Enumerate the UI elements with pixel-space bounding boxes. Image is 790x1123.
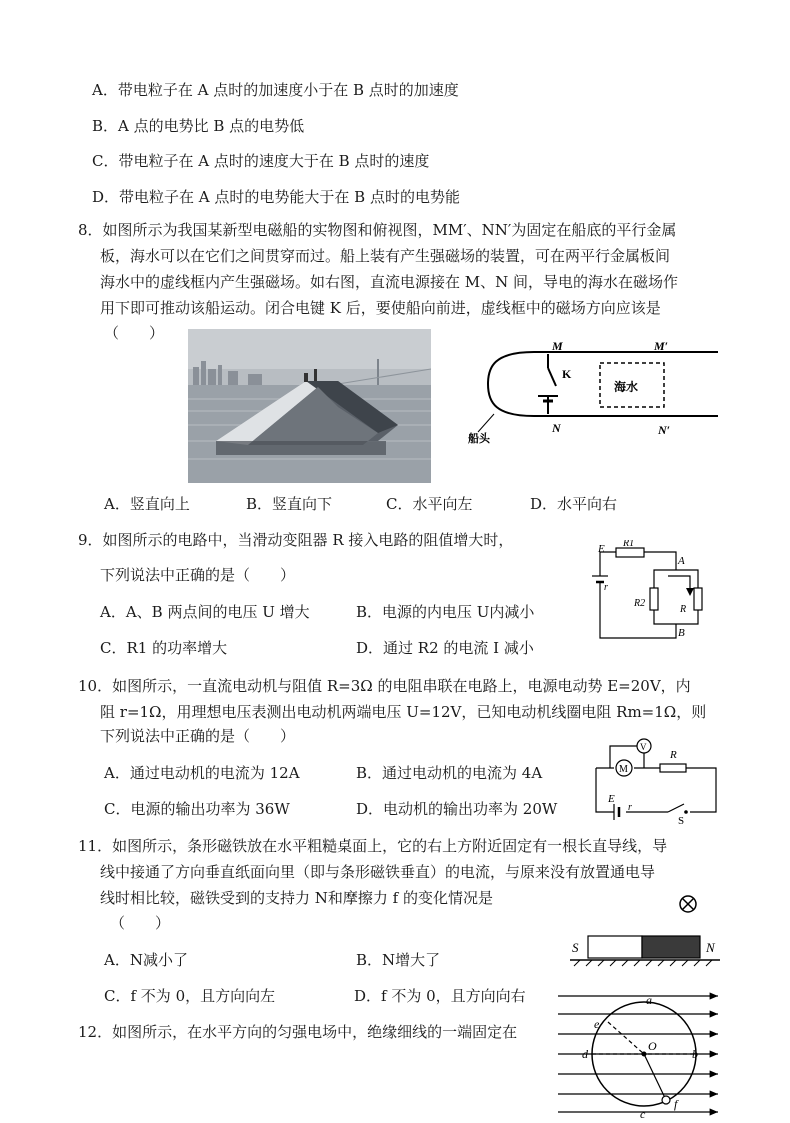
label-r1: R1 [623, 540, 635, 549]
q10-option-c: C．电源的输出功率为 36W [104, 800, 290, 818]
q9-option-a: A．A、B 两点间的电压 U 增大 [100, 603, 310, 621]
label-k: K [562, 367, 572, 381]
q11-option-b: B．N增大了 [356, 951, 441, 969]
q8-option-c: C．水平向左 [386, 495, 473, 513]
q11-option-c: C．f 不为 0，且方向向左 [104, 987, 276, 1005]
q11-magnet-diagram [566, 892, 726, 976]
label-magnet-s: S [572, 940, 579, 955]
q8-option-d: D．水平向右 [530, 495, 618, 513]
label-resistor: R [670, 749, 677, 761]
q8-stem-line-4: 用下即可推动该船运动。闭合电键 K 后，要使船向前进，虚线框中的磁场方向应该是 [100, 299, 661, 317]
q10-option-a: A．通过电动机的电流为 12A [104, 764, 300, 782]
label-n: N [552, 421, 561, 435]
q9-stem-line-2: 下列说法中正确的是（ ） [100, 566, 296, 584]
label-point-a: a [646, 993, 652, 1007]
q9-option-c: C．R1 的功率增大 [100, 639, 228, 657]
label-m: M [552, 339, 563, 353]
q10-stem-line-3: 下列说法中正确的是（ ） [100, 727, 296, 745]
label-magnet-n: N [706, 940, 715, 955]
label-e: E [598, 543, 605, 555]
q9-option-b: B．电源的内电压 U内减小 [356, 603, 535, 621]
q8-stem-line-1: 8．如图所示为我国某新型电磁船的实物图和俯视图，MM′、NN′为固定在船底的平行金属 [78, 221, 677, 239]
label-n-prime: N′ [658, 423, 671, 437]
label-a: A [678, 555, 685, 567]
q11-stem-line-3: 线时相比较，磁铁受到的支持力 N和摩擦力 f 的变化情况是 [100, 889, 493, 907]
q11-stem-line-1: 11．如图所示，条形磁铁放在水平粗糙桌面上，它的右上方附近固定有一根长直导线，导 [78, 837, 668, 855]
q7-option-b: B．A 点的电势比 B 点的电势低 [92, 117, 305, 135]
label-emf: E [608, 793, 615, 805]
q7-option-d: D．带电粒子在 A 点时的电势能大于在 B 点时的电势能 [92, 188, 460, 206]
label-point-o: O [648, 1039, 657, 1053]
q9-option-d: D．通过 R2 的电流 I 减小 [356, 639, 534, 657]
label-voltmeter: V [640, 742, 647, 752]
q9-circuit-diagram [590, 540, 720, 646]
label-point-d: d [582, 1047, 588, 1061]
label-internal-r: r [628, 802, 632, 813]
label-r2: R2 [634, 598, 646, 609]
label-switch: S [678, 815, 685, 824]
label-motor: M [619, 764, 628, 775]
q10-option-d: D．电动机的输出功率为 20W [356, 800, 558, 818]
q12-stem-line-1: 12．如图所示，在水平方向的匀强电场中，绝缘细线的一端固定在 [78, 1023, 518, 1041]
q7-option-c: C．带电粒子在 A 点时的速度大于在 B 点时的速度 [92, 152, 430, 170]
label-m-prime: M′ [654, 339, 669, 353]
q11-option-a: A．N减小了 [104, 951, 188, 969]
q10-stem-line-1: 10．如图所示，一直流电动机与阻值 R=3Ω 的电阻串联在电路上，电源电动势 E=20V，内 [78, 677, 691, 695]
q11-stem-line-2: 线中接通了方向垂直纸面向里（即与条形磁铁垂直）的电流，与原来没有放置通电导 [100, 863, 656, 881]
q9-stem-line-1: 9．如图所示的电路中，当滑动变阻器 R 接入电路的阻值增大时， [78, 531, 514, 549]
q8-option-b: B．竖直向下 [246, 495, 333, 513]
label-point-e: e [594, 1017, 600, 1031]
q11-answer-blank: （ ） [110, 914, 171, 932]
label-point-c: c [640, 1107, 646, 1119]
boat-top-view-diagram [464, 336, 724, 452]
q8-option-a: A．竖直向上 [104, 495, 190, 513]
q11-option-d: D．f 不为 0，且方向向右 [354, 987, 526, 1005]
label-b: B [678, 627, 685, 639]
q10-circuit-diagram [588, 736, 722, 828]
q8-stem-line-2: 板，海水可以在它们之间贯穿而过。船上装有产生强磁场的装置，可在两平行金属板间 [100, 247, 671, 265]
q8-stem-line-3: 海水中的虚线框内产生强磁场。如右图，直流电源接在 M、N 间，导电的海水在磁场作 [100, 273, 679, 291]
q10-stem-line-2: 阻 r=1Ω，用理想电压表测出电动机两端电压 U=12V，已知电动机线圈电阻 Rm=1Ω，则 [100, 703, 707, 721]
label-seawater: 海水 [614, 380, 639, 394]
q7-option-a: A．带电粒子在 A 点时的加速度小于在 B 点时的加速度 [92, 81, 459, 99]
q12-field-diagram [554, 992, 724, 1123]
label-r-internal: r [604, 582, 608, 593]
boat-photo [188, 329, 431, 483]
label-point-f: f [674, 1097, 678, 1111]
label-point-b: b [692, 1047, 698, 1061]
q10-option-b: B．通过电动机的电流为 4A [356, 764, 543, 782]
label-bow: 船头 [468, 433, 490, 445]
q8-answer-blank: （ ） [104, 324, 165, 342]
label-r: R [680, 604, 687, 615]
